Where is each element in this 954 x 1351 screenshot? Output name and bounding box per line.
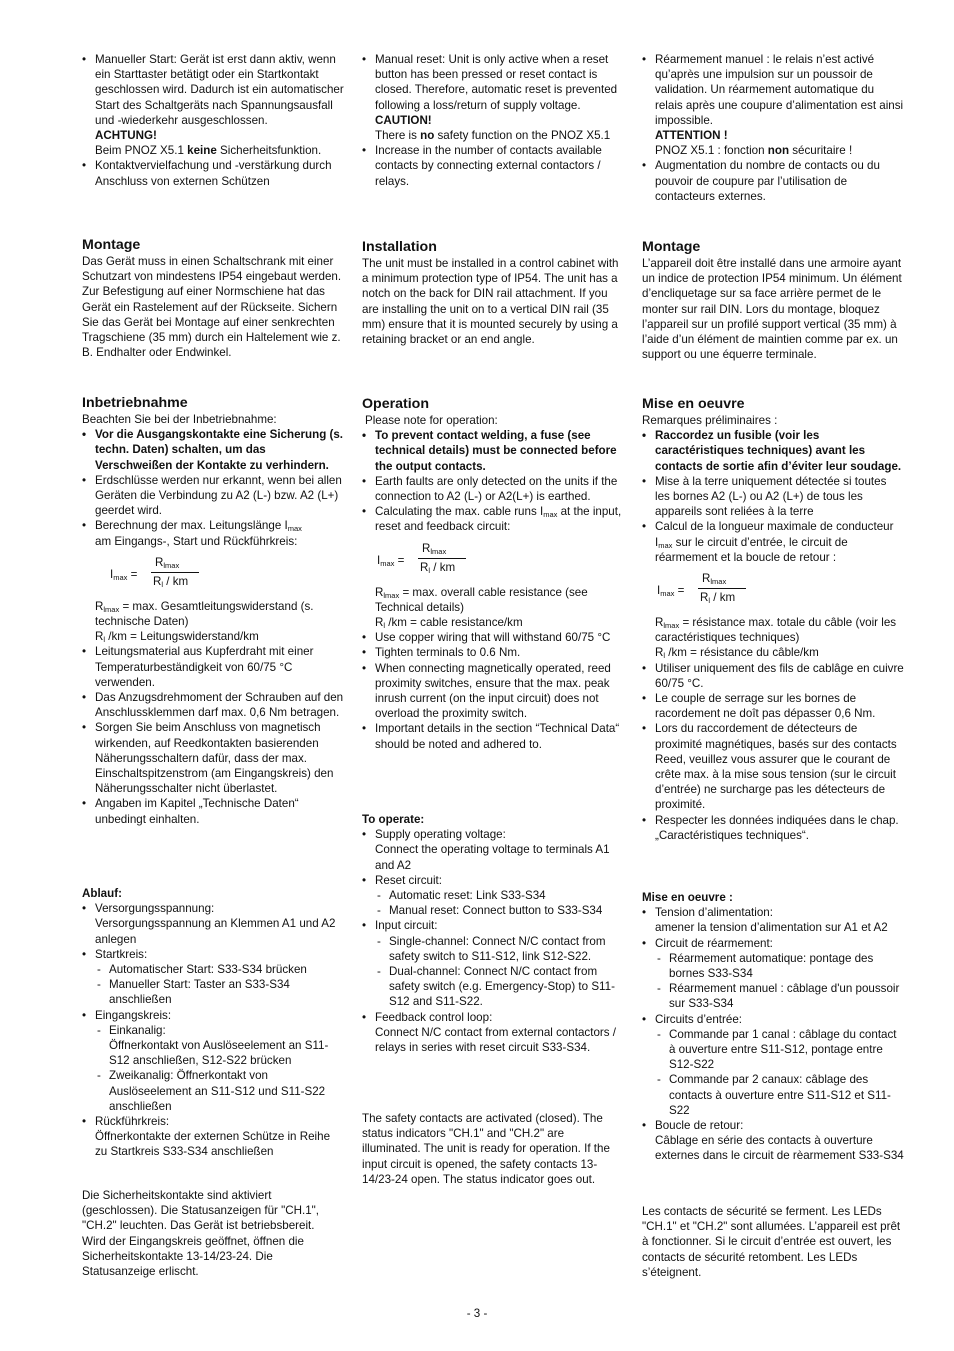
list-item: - Réarmement automatique: pontage des bornes S33-S34 [655,951,904,981]
paragraph: Das Gerät muss in einen Schaltschrank mit einer Schutzart von mindestens IP54 eingebaut werden. Zur Befestigung auf einer Normschiene hat das Gerät ein Rastelement auf der Rückseite. Sichern Sie das Gerät bei Montage auf einer senkrechten Tragschiene (35 mm) durch ein Haltelement wie z. B. Endhalter oder Endwinkel. [82,255,342,360]
mise-en-oeuvre-section: Mise en oeuvre Remarques préliminaires : • Raccordez un fusible (voir les caractéristiques techniques) avant les contacts de sortie afin d’éviter leur soudage. • Mise à la terre uniquement détectée si toutes les bornes A2 (L-) ou A2 (L+) de tous les appareils sont reliées à la terre • Calcul de la longueur maximale de conducteur $I_{max}$ sur le circuit d’entrée, le circuit de réarmement et la boucle de retour : $I_{max}$ = $R_{lmax}$ $R_l$ / km $R_{lmax}$ = résistance max. totale du câble (voir les caractéristiques techniques) $R_l$ /km = résistance du câble/km • Utiliser uniquement des fils de cablâge en cuivre 60/75 °C. • Le couple de serrage sur les bornes de racordement ne doît pas dépasser 0,6 Nm. • Lors du raccordement de détecteurs de proximité magnétiques, basés sur des contacts Reed, veuillez vous assurer que le courant de crête max. à la mise sous tension (sur le circuit d’entrée) ne surcharge pas les détecteurs de proximité. • Respecter les données indiquées dans le chap. „Caractéristiques techniques“. [642,395,904,843]
closing-section [642,1204,904,1280]
list-item: - Single-channel: Connect N/C contact from safety switch to S11-S12, link S12-S22. [375,934,624,964]
closing-section [362,1111,624,1187]
list-item: • Supply operating voltage: Connect the operating voltage to terminals A1 and A2 [362,827,624,873]
list-item: • Kontaktvervielfachung und -verstärkung durch Anschluss von externen Schützen [82,158,344,188]
list-item: • Versorgungsspannung: Versorgungsspannung an Klemmen A1 und A2 anlegen [82,901,344,947]
to-operate-section [362,812,624,1055]
list-item: • Leitungsmaterial aus Kupferdraht mit einer Temperaturbeständigkeit von 60/75 °C verwenden. [82,644,344,690]
paragraph: Die Sicherheitskontakte sind aktiviert (geschlossen). Die Statusanzeigen für "CH.1", "CH.2" leuchten. Das Gerät ist betriebsbereit. [82,1189,319,1233]
list-item: - Manual reset: Connect button to S33-S34 [375,903,624,918]
list-item: • Reset circuit: - Automatic reset: Link S33-S34 - Manual reset: Connect button to S33-S34 [362,873,624,919]
list-item: • Respecter les données indiquées dans le chap. „Caractéristiques techniques“. [642,813,904,843]
list-item: • Circuit de réarmement: - Réarmement automatique: pontage des bornes S33-S34 - Réarmement manuel : câblage d'un poussoir sur S33-S34 [642,936,904,1012]
operation-section: Operation Please note for operation: • To prevent contact welding, a fuse (see technical details) must be connected before the output contacts. • Earth faults are only detected on the units if the connection to A2 (L-) or A2(L+) is earthed. • Calculating the max. cable runs $I_{max}$ at the input, reset and feedback circuit: $I_{max}$ = $R_{lmax}$ $R_l$ / km $R_{lmax} = \max$. overall cable resistance (see Technical details) $R_l$ /km = cable resistance/km • Use copper wiring that will withstand 60/75 °C • Tighten terminals to 0.6 Nm. • When connecting magnetically operated, reed proximity switches, ensure that the max. peak inrush current (on the input circuit) does not overload the proximity switch. • Important details in the section “Technical Data“ should be noted and adhered to. [362,395,624,752]
list-item: • Angaben im Kapitel „Technische Daten“ unbedingt einhalten. [82,796,344,826]
list-item: • Le couple de serrage sur les bornes de racordement ne doît pas dépasser 0,6 Nm. [642,691,904,721]
list-item: - Automatic reset: Link S33-S34 [375,888,624,903]
list-item: - Automatischer Start: S33-S34 brücken [95,962,344,977]
list-item: • Raccordez un fusible (voir les caractéristiques techniques) avant les contacts de sortie afin d’éviter leur soudage. [642,428,904,474]
cable-length-formula: $I_{max}$ = $R_{lmax}$ $R_l$ / km [95,555,344,595]
list-item: • Utiliser uniquement des fils de cablâge en cuivre 60/75 °C. [642,661,904,691]
caution-label: ACHTUNG! [95,129,157,143]
section-title: Montage [82,237,141,253]
list-item: • Berechnung der max. Leitungslänge $I_{max}$ am Eingangs-, Start und Rückführkreis: $I_{max}$ = $R_{lmax}$ $R_l$ / km $R_{lmax} = \max$. Gesamtleitungswiderstand (s. technische Daten) $R_l$ /km = Leitungswiderstand/km [82,518,344,644]
subsection-title: Mise en oeuvre : [642,891,733,904]
paragraph: Les contacts de sécurité se ferment. Les LEDs "CH.1" et "CH.2" sont allumées. L’appareil est prêt à fonctionner. Si le circuit d’entrée est ouvert, les contacts de sécurité retombent. Les LEDs s’éteignent. [642,1205,901,1279]
list-item: • Tighten terminals to 0.6 Nm. [362,645,624,660]
list-item: • Increase in the number of contacts available contacts by connecting external contactors / relays. [362,143,624,189]
fraction-bar [151,572,199,573]
list-item: • Mise à la terre uniquement détectée si toutes les bornes A2 (L-) ou A2 (L+) de tous les appareils sont reliées à la terre [642,474,904,520]
paragraph: Beachten Sie bei der Inbetriebnahme: [82,413,277,426]
section-title: Installation [362,239,437,255]
list-item: • Vor die Ausgangskontakte eine Sicherung (s. techn. Daten) schalten, um das Verschweißen der Kontakte zu verhindern. [82,427,344,473]
montage-section [82,236,344,360]
list-item: • Réarmement manuel : le relais n’est activé qu’après une impulsion sur un poussoir de validation. Un réarmement automatique du relais après une coupure d’alimentation est ainsi impossible. ATTENTION ! PNOZ X5.1 : fonction non sécuritaire ! [642,52,904,158]
list-item: • Sorgen Sie beim Anschluss von magnetisch wirkenden, auf Reedkontakten basierenden Näherungsschaltern dafür, dass der max. Einschaltspitzenstrom (am Eingangskreis) den Näherungsschalter nicht überlastet. [82,720,344,796]
fraction-bar [698,588,746,589]
intro-section [362,52,624,189]
list-item: • Das Anzugsdrehmoment der Schrauben auf den Anschlussklemmen darf max. 0,6 Nm betragen. [82,690,344,720]
inbetriebnahme-section [82,394,344,827]
list-item: - Commande par 1 canal : câblage du contact à ouverture entre S11-S12, pontage entre S12-S22 [655,1027,904,1073]
paragraph: Wird der Eingangskreis geöffnet, öffnen die Sicherheitskontakte 13-14/23-24. Die Statusanzeige erlischt. [82,1234,304,1279]
paragraph: The safety contacts are activated (closed). The status indicators "CH.1" and "CH.2" are illuminated. The unit is ready for operation. If the input circuit is opened, the safety contacts 13-14/23-24 open. The status indicator goes out. [362,1112,610,1186]
list-item: - Commande par 2 canaux: câblage des contacts à ouverture entre S11-S12 et S11-S22 [655,1072,904,1118]
list-item: - Dual-channel: Connect N/C contact from safety switch (e.g. Emergency-Stop) to S11-S12 and S11-S22. [375,964,624,1010]
list-item: • Use copper wiring that will withstand 60/75 °C [362,630,624,645]
paragraph: Remarques préliminaires : [642,414,778,427]
list-item: • Calculating the max. cable runs $I_{max}$ at the input, reset and feedback circuit: [362,504,624,534]
cable-length-formula: $I_{max}$ = $R_{lmax}$ $R_l$ / km [362,541,624,581]
subsection-title: Ablauf: [82,887,122,900]
closing-section [82,1188,344,1279]
fraction-bar [418,558,466,559]
list-item: • Earth faults are only detected on the units if the connection to A2 (L-) or A2(L+) is earthed. [362,474,624,504]
list-item: • Calcul de la longueur maximale de conducteur $I_{max}$ sur le circuit d’entrée, le circuit de réarmement et la boucle de retour : [642,519,904,565]
caution-label: ATTENTION ! [655,129,728,143]
list-item: - Zweikanalig: Öffnerkontakt von Auslöseelement an S11-S12 und S11-S22 anschließen [95,1068,344,1114]
section-title: Operation [362,396,430,412]
page-number: - 3 - [466,1307,488,1320]
mise-en-oeuvre-steps [642,890,904,1164]
list-item: • Input circuit: - Single-channel: Connect N/C contact from safety switch to S11-S12, link S12-S22. - Dual-channel: Connect N/C contact from safety switch (e.g. Emergency-Stop) to S11-S12 and S11-S22. [362,918,624,1009]
list-item: • Eingangskreis: - Einkanalig: Öffnerkontakt von Auslöseelement an S11-S12 anschließen, S12-S22 brücken - Zweikanalig: Öffnerkontakt von Auslöseelement an S11-S12 und S11-S22 anschließen [82,1008,344,1114]
list-item: - Einkanalig: Öffnerkontakt von Auslöseelement an S11-S12 anschließen, S12-S22 brücken [95,1023,344,1069]
intro-section [82,52,344,189]
section-title: Inbetriebnahme [82,395,188,411]
list-item: • Circuits d’entrée: - Commande par 1 canal : câblage du contact à ouverture entre S11-S12, pontage entre S12-S22 - Commande par 2 canaux: câblage des contacts à ouverture entre S11-S12 et S11-S22 [642,1012,904,1118]
list-item: • Feedback control loop: Connect N/C contact from external contactors / relays in series with reset circuit S33-S34. [362,1010,624,1056]
paragraph: The unit must be installed in a control cabinet with a minimum protection type of IP54. The unit has a notch on the back for DIN rail attachment. If you are installing the unit on to a vertical DIN rail (35 mm) ensure that it is mounted securely by using a retaining bracket or an end angle. [362,257,619,347]
list-item: • To prevent contact welding, a fuse (see technical details) must be connected before the output contacts. [362,428,624,474]
installation-section [362,238,624,347]
section-title: Mise en oeuvre [642,396,745,412]
list-item: • Manueller Start: Gerät ist erst dann aktiv, wenn ein Starttaster betätigt oder ein Startkontakt geschlossen wird. Dadurch ist ein automatischer Start des Schaltgeräts nach Spannungsausfall und -wiederkehr ausgeschlossen. ACHTUNG! Beim PNOZ X5.1 keine Sicherheitsfunktion. [82,52,344,158]
intro-section [642,52,904,204]
list-item: • Boucle de retour: Câblage en série des contacts à ouverture externes dans le circuit de rèarmement S33-S34 [642,1118,904,1164]
list-item: • When connecting magnetically operated, reed proximity switches, ensure that the max. peak inrush current (on the input circuit) does not overload the proximity switch. [362,661,624,722]
list-item: • Tension d’alimentation: amener la tension d’alimentation sur A1 et A2 [642,905,904,935]
list-item: • Lors du raccordement de détecteurs de proximité magnétiques, basés sur des contacts Reed, veuillez vous assurer que le courant de crête max. à la mise sous tension (sur le circuit d’entrée) ne surcharge pas les détecteurs de proximité. [642,721,904,812]
list-item: - Réarmement manuel : câblage d'un poussoir sur S33-S34 [655,981,904,1011]
list-item: • Important details in the section “Technical Data“ should be noted and adhered to. [362,721,624,751]
list-item: • Manual reset: Unit is only active when a reset button has been pressed or reset contact is closed. Therefore, automatic reset is prevented following a loss/return of supply voltage. CAUTION! There is no safety function on the PNOZ X5.1 [362,52,624,143]
list-item: • Erdschlüsse werden nur erkannt, wenn bei allen Geräten die Verbindung zu A2 (L-) bzw. A2 (L+) geerdet wird. [82,473,344,519]
montage-section [642,238,904,362]
list-item: - Manueller Start: Taster an S33-S34 anschließen [95,977,344,1007]
cable-length-formula: $I_{max}$ = $R_{lmax}$ $R_l$ / km [642,571,904,611]
subsection-title: To operate: [362,813,425,826]
paragraph: L’appareil doit être installé dans une armoire ayant un indice de protection IP54 minimum. Un élément d’encliquetage sur sa face arrière permet de le monter sur rail DIN. Lors du montage, bloquez l’appareil sur un profilé support vertical (35 mm) à l’aide d’un élément de maintien comme par ex. un support ou une équerre terminale. [642,257,902,362]
list-item: • Startkreis: - Automatischer Start: S33-S34 brücken - Manueller Start: Taster an S33-S34 anschließen [82,947,344,1008]
section-title: Montage [642,239,701,255]
caution-label: CAUTION! [375,113,432,127]
ablauf-section [82,886,344,1160]
list-item: • Rückführkreis: Öffnerkontakte der externen Schütze in Reihe zu Startkreis S33-S34 anschließen [82,1114,344,1160]
list-item: • Augmentation du nombre de contacts ou du pouvoir de coupure par l’utilisation de contacteurs externes. [642,158,904,204]
paragraph: Please note for operation: [365,414,498,427]
